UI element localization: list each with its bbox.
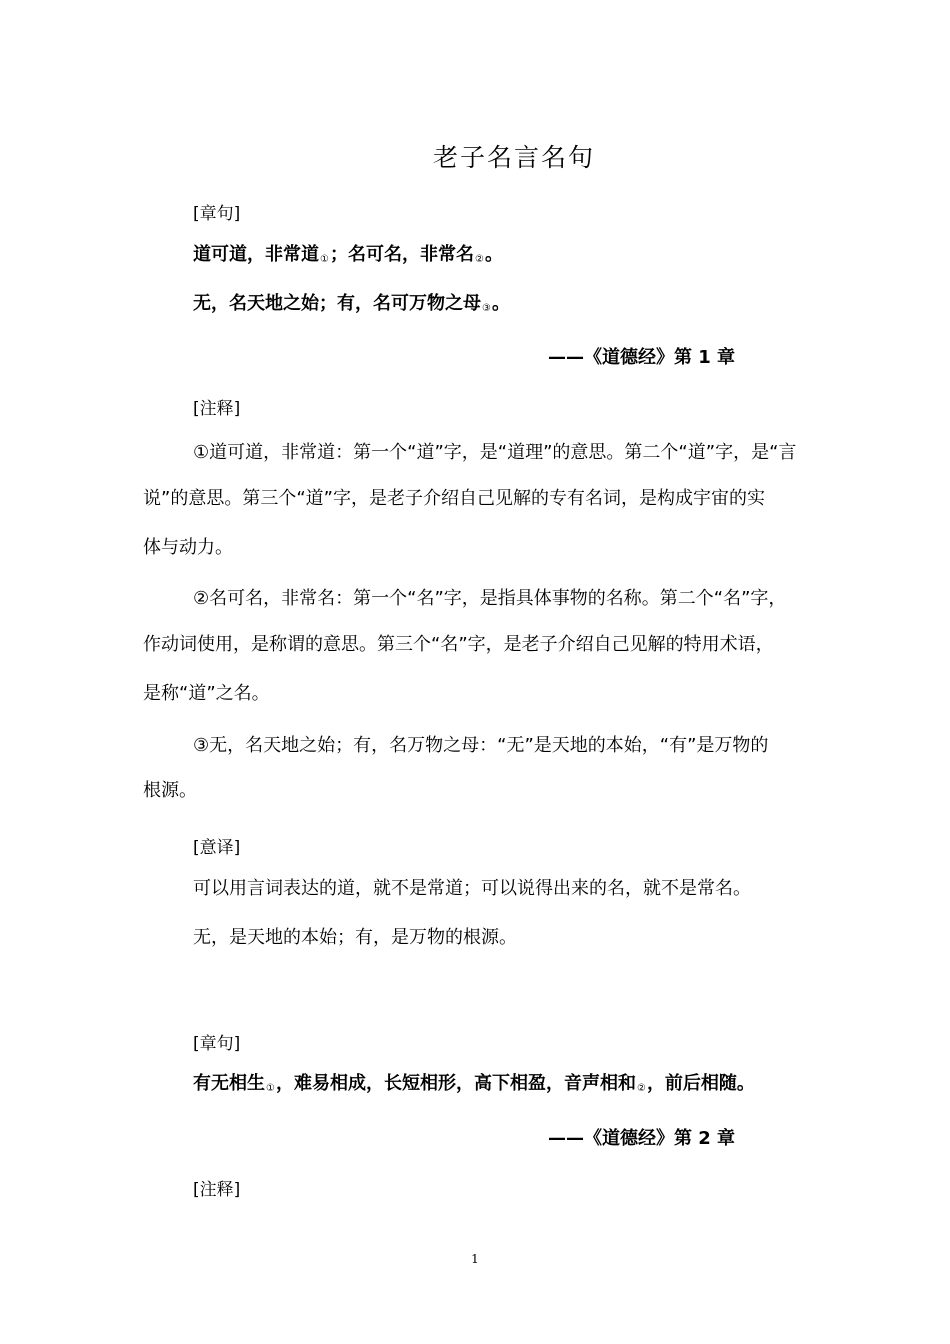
verse-text: ，难易相成，长短相形，高下相盈，音声相和 — [275, 1073, 636, 1094]
document-title: 老子名言名句 — [432, 143, 595, 172]
translation-line1: 可以用言词表达的道，就不是常道；可以说得出来的名，就不是常名。 — [193, 878, 751, 899]
verse-text: 有无相生 — [193, 1073, 265, 1094]
verse-text: ，前后相随。 — [646, 1073, 755, 1094]
note3-line1: ③无，名天地之始；有，名万物之母：“无”是天地的本始，“有”是万物的 — [193, 735, 769, 756]
section1-notes-label: [注释] — [193, 399, 241, 419]
section2-source: ——《道德经》第 2 章 — [548, 1128, 736, 1149]
section1-source: ——《道德经》第 1 章 — [548, 347, 736, 368]
section2-sentence-label: [章句] — [193, 1034, 241, 1054]
note2-line3: 是称“道”之名。 — [143, 683, 270, 704]
note2-line1: ②名可名，非常名：第一个“名”字，是指具体事物的名称。第二个“名”字， — [193, 588, 787, 609]
section1-verse1 — [193, 242, 503, 273]
note1-line2: 说”的意思。第三个“道”字，是老子介绍自己见解的专有名词，是构成宇宙的实 — [143, 488, 765, 509]
note2-line2: 作动词使用，是称谓的意思。第三个“名”字，是老子介绍自己见解的特用术语， — [143, 634, 774, 655]
verse-text: 。 — [491, 293, 510, 314]
section1-sentence-label: [章句] — [193, 204, 241, 224]
note-marker: ① — [266, 1083, 275, 1094]
note-marker: ② — [636, 1083, 646, 1094]
note1-line3: 体与动力。 — [143, 537, 233, 558]
note1-line1: ①道可道，非常道：第一个“道”字，是“道理”的意思。第二个“道”字，是“言 — [193, 442, 797, 463]
section1-translation-label: [意译] — [193, 838, 241, 858]
page-number: 1 — [471, 1252, 479, 1266]
section1-verse2 — [193, 291, 510, 322]
section2-verse — [193, 1071, 755, 1102]
note-marker: ③ — [482, 303, 491, 314]
note-marker: ① — [320, 254, 329, 265]
section2-notes-label: [注释] — [193, 1180, 241, 1200]
note3-line2: 根源。 — [143, 780, 197, 801]
verse-text: 道可道，非常道 — [193, 244, 319, 265]
note-marker: ② — [474, 254, 484, 265]
verse-text: 。 — [484, 244, 503, 265]
translation-line2: 无，是天地的本始；有，是万物的根源。 — [193, 927, 517, 948]
verse-text: 无，名天地之始；有，名可万物之母 — [193, 293, 481, 314]
verse-text: ；名可名，非常名 — [329, 244, 474, 265]
